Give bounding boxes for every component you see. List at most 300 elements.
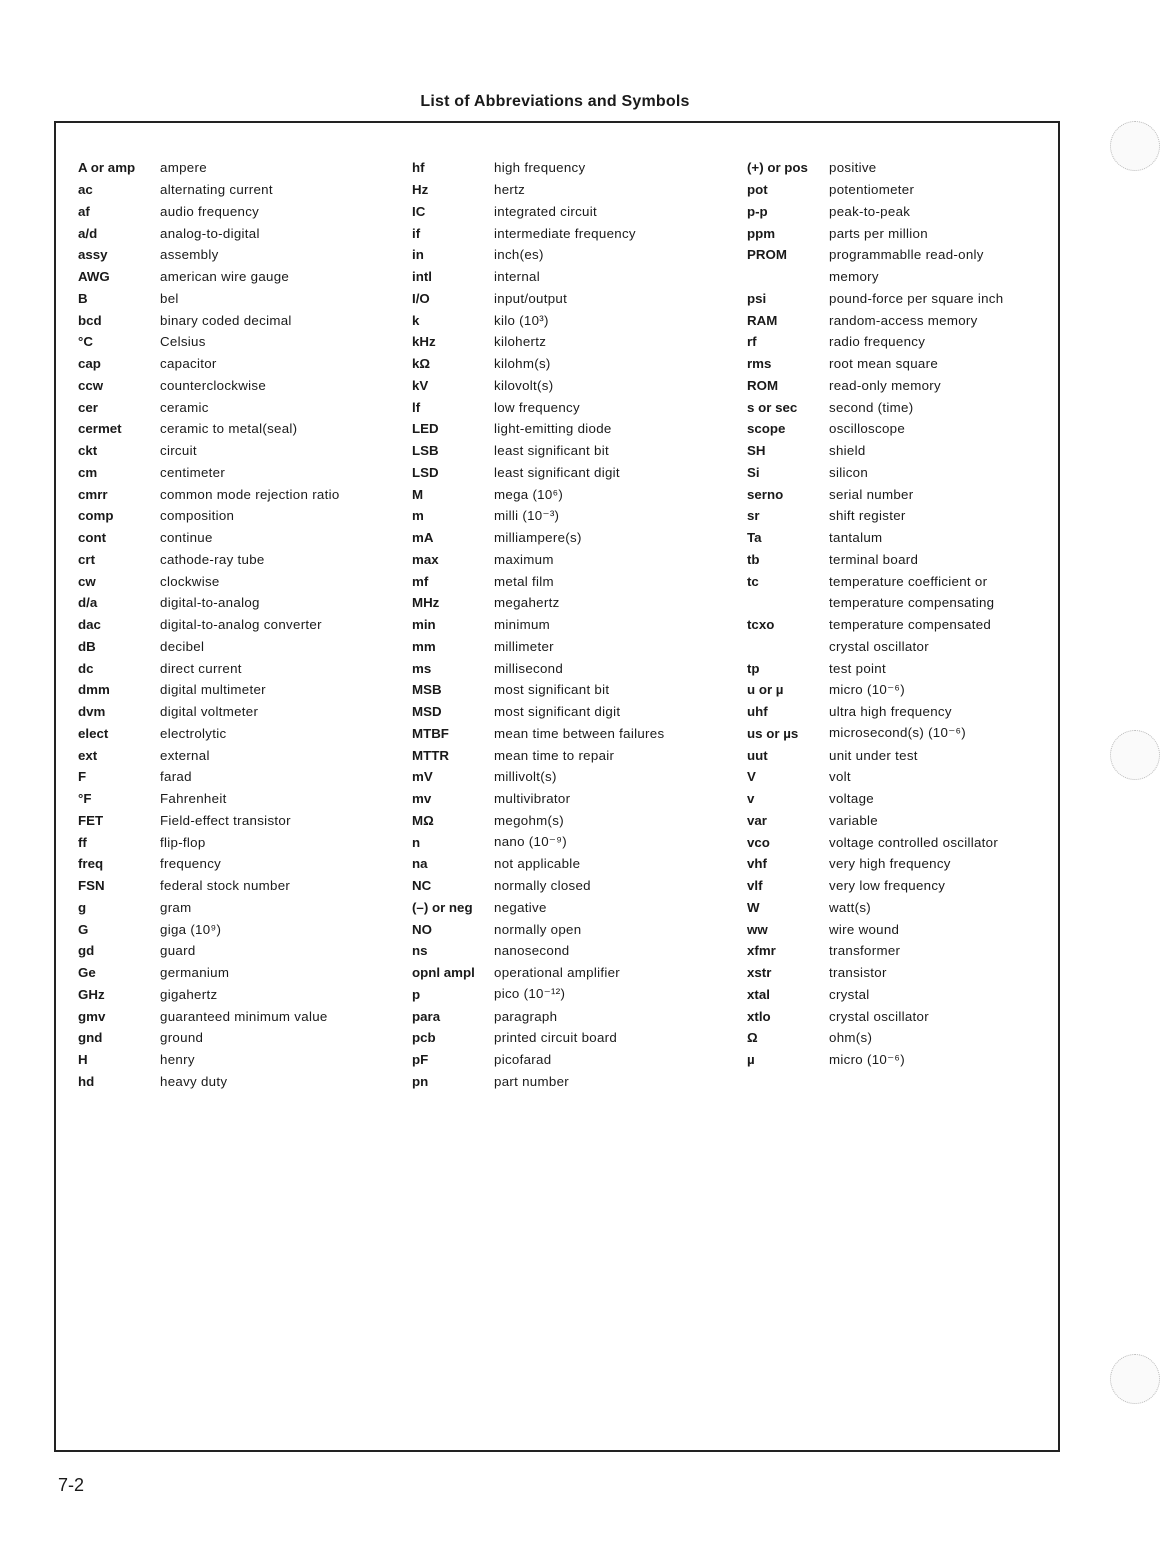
abbrev-definition: nanosecond bbox=[494, 943, 570, 959]
abbrev-definition: flip-flop bbox=[160, 834, 206, 850]
abbrev-definition: internal bbox=[494, 269, 541, 285]
abbrev-term: pn bbox=[412, 1073, 429, 1089]
abbrev-row bbox=[78, 636, 340, 658]
abbrev-row bbox=[412, 679, 664, 701]
abbrev-row bbox=[747, 483, 1003, 505]
abbrev-term: NO bbox=[412, 921, 432, 937]
abbrev-term: tc bbox=[747, 573, 759, 589]
abbrev-term: ms bbox=[412, 660, 432, 676]
abbrev-row bbox=[412, 505, 664, 527]
abbrev-row bbox=[412, 570, 664, 592]
abbrev-term: scope bbox=[747, 421, 786, 437]
abbrev-definition: Fahrenheit bbox=[160, 791, 227, 807]
abbrev-definition: nano (10⁻⁹) bbox=[494, 834, 567, 850]
abbrev-term: pF bbox=[412, 1052, 429, 1068]
abbrev-row bbox=[78, 222, 340, 244]
abbrev-definition: most significant bit bbox=[494, 682, 610, 698]
abbrev-definition: intermediate frequency bbox=[494, 225, 636, 241]
abbrev-definition: not applicable bbox=[494, 856, 581, 872]
abbrev-row bbox=[412, 353, 664, 375]
abbrev-row bbox=[747, 505, 1003, 527]
abbrev-row bbox=[412, 984, 664, 1006]
abbrev-term: bcd bbox=[78, 312, 102, 328]
abbrev-definition: input/output bbox=[494, 290, 568, 306]
abbrev-definition: terminal board bbox=[829, 551, 919, 567]
abbrev-definition: parts per million bbox=[829, 225, 928, 241]
abbrev-term: H bbox=[78, 1052, 88, 1068]
abbrev-term: cap bbox=[78, 356, 101, 372]
abbrev-term: cmrr bbox=[78, 486, 108, 502]
abbrev-row bbox=[78, 396, 340, 418]
abbrev-term: mm bbox=[412, 638, 436, 654]
abbrev-row bbox=[78, 853, 340, 875]
abbrev-term: serno bbox=[747, 486, 784, 502]
abbrev-term: mf bbox=[412, 573, 429, 589]
abbrev-definition: digital-to-analog converter bbox=[160, 617, 322, 633]
abbrev-term: psi bbox=[747, 290, 767, 306]
abbrev-row bbox=[747, 875, 1003, 897]
abbrev-term: tcxo bbox=[747, 617, 775, 633]
abbrev-row bbox=[747, 918, 1003, 940]
abbrev-term: cermet bbox=[78, 421, 122, 437]
abbrev-term: pcb bbox=[412, 1030, 436, 1046]
abbrev-row bbox=[412, 331, 664, 353]
abbrev-row bbox=[747, 657, 1003, 679]
abbrev-row bbox=[412, 157, 664, 179]
abbrev-term: dB bbox=[78, 638, 96, 654]
abbrev-term: IC bbox=[412, 203, 426, 219]
abbrev-term: gnd bbox=[78, 1030, 103, 1046]
abbrev-row bbox=[747, 309, 1003, 331]
abbrev-definition: ohm(s) bbox=[829, 1030, 873, 1046]
abbrev-row bbox=[78, 440, 340, 462]
abbrev-definition: normally closed bbox=[494, 878, 591, 894]
abbrev-term: kV bbox=[412, 377, 429, 393]
abbrev-term: para bbox=[412, 1008, 441, 1024]
abbrev-row bbox=[412, 1027, 664, 1049]
abbrev-term: M bbox=[412, 486, 424, 502]
abbrev-row bbox=[78, 701, 340, 723]
abbrev-row bbox=[747, 244, 1003, 266]
abbrev-definition: circuit bbox=[160, 443, 197, 459]
abbrev-definition: test point bbox=[829, 660, 886, 676]
abbrev-row bbox=[412, 462, 664, 484]
abbrev-definition: germanium bbox=[160, 965, 230, 981]
abbrev-term: kΩ bbox=[412, 356, 431, 372]
abbrev-row bbox=[747, 984, 1003, 1006]
abbrev-definition: frequency bbox=[160, 856, 222, 872]
abbrev-row bbox=[747, 462, 1003, 484]
abbrev-row bbox=[412, 701, 664, 723]
abbrev-row bbox=[412, 309, 664, 331]
abbrev-definition: part number bbox=[494, 1073, 569, 1089]
abbrev-row bbox=[412, 766, 664, 788]
abbrev-row bbox=[78, 810, 340, 832]
abbrev-definition: transformer bbox=[829, 943, 901, 959]
abbrev-row bbox=[78, 375, 340, 397]
abbrev-column-2 bbox=[412, 157, 664, 1092]
abbrev-row bbox=[747, 222, 1003, 244]
abbrev-row bbox=[78, 962, 340, 984]
abbrev-definition: variable bbox=[829, 812, 878, 828]
abbrev-definition: kilovolt(s) bbox=[494, 377, 554, 393]
abbrev-definition: voltage bbox=[829, 791, 874, 807]
abbrev-definition: root mean square bbox=[829, 356, 939, 372]
abbrev-definition: millivolt(s) bbox=[494, 769, 557, 785]
abbrev-row bbox=[78, 549, 340, 571]
abbrev-row bbox=[747, 592, 1003, 614]
abbrev-term: GHz bbox=[78, 986, 105, 1002]
abbrev-term: hd bbox=[78, 1073, 95, 1089]
abbrev-definition: Celsius bbox=[160, 334, 206, 350]
abbrev-row bbox=[412, 440, 664, 462]
abbrev-definition: common mode rejection ratio bbox=[160, 486, 340, 502]
abbrev-row bbox=[747, 723, 1003, 745]
abbrev-row bbox=[78, 353, 340, 375]
abbrev-term: max bbox=[412, 551, 439, 567]
abbrev-definition: ultra high frequency bbox=[829, 704, 952, 720]
abbrev-term: LSB bbox=[412, 443, 439, 459]
abbrev-definition: micro (10⁻⁶) bbox=[829, 1051, 905, 1067]
abbrev-term: MSD bbox=[412, 704, 442, 720]
abbrev-term: NC bbox=[412, 878, 432, 894]
abbrev-definition: temperature compensated bbox=[829, 617, 992, 633]
abbrev-row bbox=[78, 288, 340, 310]
abbrev-row bbox=[412, 636, 664, 658]
abbrev-definition: hertz bbox=[494, 182, 526, 198]
abbrev-row bbox=[747, 1049, 1003, 1071]
abbrev-term: ROM bbox=[747, 377, 779, 393]
abbrev-row bbox=[412, 288, 664, 310]
abbrev-row bbox=[412, 592, 664, 614]
abbrev-definition: paragraph bbox=[494, 1008, 558, 1024]
abbrev-term: ccw bbox=[78, 377, 104, 393]
abbrev-definition: bel bbox=[160, 290, 179, 306]
abbrev-row bbox=[412, 810, 664, 832]
page-title: List of Abbreviations and Symbols bbox=[420, 93, 690, 110]
abbrev-term: p bbox=[412, 986, 421, 1002]
abbrev-definition: digital voltmeter bbox=[160, 704, 259, 720]
abbrev-row bbox=[412, 831, 664, 853]
abbrev-term: xtal bbox=[747, 986, 770, 1002]
abbrev-definition: electrolytic bbox=[160, 725, 227, 741]
abbrev-definition: composition bbox=[160, 508, 235, 524]
abbrev-definition: light-emitting diode bbox=[494, 421, 612, 437]
abbrev-definition: picofarad bbox=[494, 1052, 552, 1068]
abbrev-term: v bbox=[747, 791, 755, 807]
abbrev-term: MΩ bbox=[412, 812, 434, 828]
abbrev-term: FSN bbox=[78, 878, 105, 894]
abbrev-definition: operational amplifier bbox=[494, 965, 621, 981]
abbrev-definition: counterclockwise bbox=[160, 377, 267, 393]
abbrev-term: FET bbox=[78, 812, 104, 828]
abbrev-row bbox=[747, 744, 1003, 766]
abbrev-term: pot bbox=[747, 182, 768, 198]
abbrev-term: ac bbox=[78, 182, 93, 198]
abbrev-term: af bbox=[78, 203, 90, 219]
abbrev-term: na bbox=[412, 856, 428, 872]
abbrev-definition: kilohm(s) bbox=[494, 356, 551, 372]
abbrev-definition: mean time to repair bbox=[494, 747, 615, 763]
page-number: 7-2 bbox=[58, 1475, 85, 1495]
abbrev-row bbox=[78, 831, 340, 853]
abbrev-definition: minimum bbox=[494, 617, 551, 633]
abbrev-definition: tantalum bbox=[829, 530, 883, 546]
abbrev-term: gmv bbox=[78, 1008, 106, 1024]
abbrev-term: min bbox=[412, 617, 436, 633]
abbrev-term: uhf bbox=[747, 704, 768, 720]
abbrev-definition: ceramic to metal(seal) bbox=[160, 421, 298, 437]
abbrev-definition: inch(es) bbox=[494, 247, 544, 263]
abbrev-term: Ω bbox=[747, 1030, 758, 1046]
abbrev-row bbox=[747, 157, 1003, 179]
abbrev-row bbox=[78, 766, 340, 788]
abbrev-row bbox=[747, 527, 1003, 549]
abbrev-definition: alternating current bbox=[160, 182, 273, 198]
abbrev-row bbox=[747, 1005, 1003, 1027]
abbrev-definition: federal stock number bbox=[160, 878, 291, 894]
abbrev-row bbox=[78, 331, 340, 353]
abbrev-term: m bbox=[412, 508, 424, 524]
abbrev-definition: least significant digit bbox=[494, 464, 620, 480]
abbrev-definition: most significant digit bbox=[494, 704, 621, 720]
abbrev-term: xfmr bbox=[747, 943, 776, 959]
abbrev-term: µ bbox=[747, 1052, 755, 1068]
abbrev-definition: least significant bit bbox=[494, 443, 609, 459]
abbrev-definition: crystal bbox=[829, 986, 870, 1002]
abbrev-term: var bbox=[747, 812, 767, 828]
punch-hole-top bbox=[1110, 121, 1160, 171]
abbrev-row bbox=[747, 331, 1003, 353]
abbrev-term: Si bbox=[747, 464, 760, 480]
abbrev-row bbox=[412, 222, 664, 244]
abbrev-term: dac bbox=[78, 617, 101, 633]
abbrev-definition: integrated circuit bbox=[494, 203, 597, 219]
abbrev-row bbox=[412, 396, 664, 418]
abbrev-row bbox=[78, 723, 340, 745]
abbrev-term: g bbox=[78, 899, 87, 915]
abbrev-term: in bbox=[412, 247, 424, 263]
abbrev-term: vco bbox=[747, 834, 770, 850]
abbrev-row bbox=[412, 657, 664, 679]
abbrev-term: ns bbox=[412, 943, 428, 959]
abbrev-term: dvm bbox=[78, 704, 106, 720]
abbrev-column-1 bbox=[78, 157, 340, 1092]
abbrev-row bbox=[78, 570, 340, 592]
abbrev-term: RAM bbox=[747, 312, 778, 328]
abbrev-term: d/a bbox=[78, 595, 98, 611]
abbrev-term: mV bbox=[412, 769, 433, 785]
abbrev-definition: watt(s) bbox=[829, 899, 871, 915]
abbrev-definition: henry bbox=[160, 1052, 195, 1068]
abbrev-row bbox=[747, 853, 1003, 875]
abbrev-definition: normally open bbox=[494, 921, 582, 937]
abbrev-term: A or amp bbox=[78, 160, 136, 176]
abbrev-definition: negative bbox=[494, 899, 547, 915]
abbrev-term: W bbox=[747, 899, 760, 915]
abbrev-term: Ta bbox=[747, 530, 762, 546]
abbrev-definition: pico (10⁻¹²) bbox=[494, 986, 566, 1002]
abbrev-term: MTTR bbox=[412, 747, 449, 763]
abbrev-row bbox=[412, 549, 664, 571]
abbrev-row bbox=[412, 179, 664, 201]
abbrev-row bbox=[412, 266, 664, 288]
abbrev-definition: millimeter bbox=[494, 638, 554, 654]
abbrev-term: gd bbox=[78, 943, 95, 959]
abbrev-term: hf bbox=[412, 160, 425, 176]
abbrev-row bbox=[747, 549, 1003, 571]
abbrev-row bbox=[747, 288, 1003, 310]
abbrev-row bbox=[78, 309, 340, 331]
abbrev-definition: direct current bbox=[160, 660, 242, 676]
abbrev-definition: kilo (10³) bbox=[494, 312, 549, 328]
abbrev-row bbox=[747, 266, 1003, 288]
abbrev-definition: ceramic bbox=[160, 399, 209, 415]
abbrev-definition: low frequency bbox=[494, 399, 580, 415]
abbrev-row bbox=[412, 1071, 664, 1093]
abbrev-term: mA bbox=[412, 530, 434, 546]
abbrev-row bbox=[78, 918, 340, 940]
abbrev-term: G bbox=[78, 921, 89, 937]
abbrev-term: °C bbox=[78, 334, 93, 350]
abbrev-definition: ampere bbox=[160, 160, 207, 176]
abbrev-term: B bbox=[78, 290, 88, 306]
abbrev-row bbox=[412, 201, 664, 223]
abbrev-row bbox=[78, 1071, 340, 1093]
abbrev-term: comp bbox=[78, 508, 114, 524]
abbrev-row bbox=[747, 179, 1003, 201]
abbrev-term: p-p bbox=[747, 203, 768, 219]
abbrev-definition: giga (10⁹) bbox=[160, 921, 222, 937]
abbrev-row bbox=[78, 940, 340, 962]
abbrev-term: u or µ bbox=[747, 682, 784, 698]
abbrev-row bbox=[747, 440, 1003, 462]
abbrev-row bbox=[412, 614, 664, 636]
abbrev-definition: analog-to-digital bbox=[160, 225, 260, 241]
abbrev-row bbox=[78, 1027, 340, 1049]
abbrev-term: °F bbox=[78, 791, 92, 807]
abbrev-row bbox=[412, 375, 664, 397]
abbrev-definition: printed circuit board bbox=[494, 1030, 618, 1046]
abbrev-definition: Field-effect transistor bbox=[160, 812, 291, 828]
abbrev-term: n bbox=[412, 834, 421, 850]
abbrev-row bbox=[747, 701, 1003, 723]
abbrev-term: LED bbox=[412, 421, 439, 437]
abbrev-row bbox=[78, 244, 340, 266]
abbrev-definition: gram bbox=[160, 899, 192, 915]
abbrev-definition: maximum bbox=[494, 551, 554, 567]
abbrev-column-3 bbox=[747, 157, 1003, 1071]
abbrev-row bbox=[412, 940, 664, 962]
abbrev-term: lf bbox=[412, 399, 421, 415]
abbrev-row bbox=[412, 244, 664, 266]
abbrev-definition: binary coded decimal bbox=[160, 312, 292, 328]
abbrev-term: vlf bbox=[747, 878, 763, 894]
abbrev-term: MTBF bbox=[412, 725, 449, 741]
abbrev-definition: crystal oscillator bbox=[829, 638, 929, 654]
abbrev-term: elect bbox=[78, 725, 109, 741]
abbrev-definition: megohm(s) bbox=[494, 812, 564, 828]
abbrev-definition: temperature coefficient or bbox=[829, 573, 988, 589]
abbrev-term: LSD bbox=[412, 464, 439, 480]
abbrev-definition: pound-force per square inch bbox=[829, 290, 1004, 306]
abbrev-term: tb bbox=[747, 551, 760, 567]
abbrev-definition: centimeter bbox=[160, 464, 226, 480]
abbrev-definition: radio frequency bbox=[829, 334, 926, 350]
abbrev-definition: silicon bbox=[829, 464, 869, 480]
abbrev-definition: millisecond bbox=[494, 660, 564, 676]
abbrev-definition: microsecond(s) (10⁻⁶) bbox=[829, 725, 967, 741]
abbrev-term: vhf bbox=[747, 856, 767, 872]
abbrev-definition: shift register bbox=[829, 508, 906, 524]
abbrev-term: Ge bbox=[78, 965, 96, 981]
abbrev-row bbox=[747, 375, 1003, 397]
abbrev-definition: crystal oscillator bbox=[829, 1008, 929, 1024]
abbrev-definition: guard bbox=[160, 943, 196, 959]
abbrev-row bbox=[412, 853, 664, 875]
abbrev-term: cm bbox=[78, 464, 98, 480]
abbrev-term: cw bbox=[78, 573, 96, 589]
abbrev-definition: digital multimeter bbox=[160, 682, 266, 698]
abbrev-row bbox=[78, 201, 340, 223]
abbrev-definition: cathode-ray tube bbox=[160, 551, 265, 567]
abbrev-term: freq bbox=[78, 856, 104, 872]
abbrev-term: ww bbox=[747, 921, 768, 937]
abbrev-row bbox=[747, 353, 1003, 375]
punch-hole-bottom bbox=[1110, 1354, 1160, 1404]
abbrev-row bbox=[747, 766, 1003, 788]
abbrev-term: ppm bbox=[747, 225, 776, 241]
abbrev-definition: american wire gauge bbox=[160, 269, 290, 285]
abbrev-definition: mega (10⁶) bbox=[494, 486, 564, 502]
abbrev-row bbox=[747, 396, 1003, 418]
abbrev-term: us or µs bbox=[747, 725, 799, 741]
abbrev-row bbox=[747, 940, 1003, 962]
abbrev-definition: voltage controlled oscillator bbox=[829, 834, 999, 850]
abbrev-term: xstr bbox=[747, 965, 772, 981]
abbrev-term: k bbox=[412, 312, 420, 328]
abbrev-term: opnl ampl bbox=[412, 965, 475, 981]
abbrev-definition: unit under test bbox=[829, 747, 918, 763]
abbrev-row bbox=[412, 483, 664, 505]
abbrev-definition: gigahertz bbox=[160, 986, 218, 1002]
abbrev-term: MSB bbox=[412, 682, 442, 698]
abbrev-term: AWG bbox=[78, 269, 110, 285]
abbrev-row bbox=[412, 788, 664, 810]
abbrev-definition: micro (10⁻⁶) bbox=[829, 681, 905, 697]
abbrev-term: cer bbox=[78, 399, 98, 415]
abbrev-term: assy bbox=[78, 247, 108, 263]
abbrev-definition: metal film bbox=[494, 573, 554, 589]
abbrev-term: mv bbox=[412, 791, 432, 807]
abbrev-term: (–) or neg bbox=[412, 899, 473, 915]
abbrev-term: tp bbox=[747, 660, 760, 676]
abbrev-row bbox=[78, 788, 340, 810]
abbrev-definition: volt bbox=[829, 769, 851, 785]
abbrev-definition: external bbox=[160, 747, 210, 763]
abbrev-row bbox=[747, 614, 1003, 636]
abbrev-definition: milliampere(s) bbox=[494, 530, 582, 546]
abbrev-definition: multivibrator bbox=[494, 791, 571, 807]
abbrev-definition: peak-to-peak bbox=[829, 203, 911, 219]
abbrev-term: s or sec bbox=[747, 399, 798, 415]
abbrev-definition: oscilloscope bbox=[829, 421, 906, 437]
abbrev-definition: very high frequency bbox=[829, 856, 951, 872]
abbrev-term: (+) or pos bbox=[747, 160, 808, 176]
abbrev-row bbox=[78, 462, 340, 484]
abbrev-row bbox=[78, 897, 340, 919]
abbrev-row bbox=[78, 1049, 340, 1071]
